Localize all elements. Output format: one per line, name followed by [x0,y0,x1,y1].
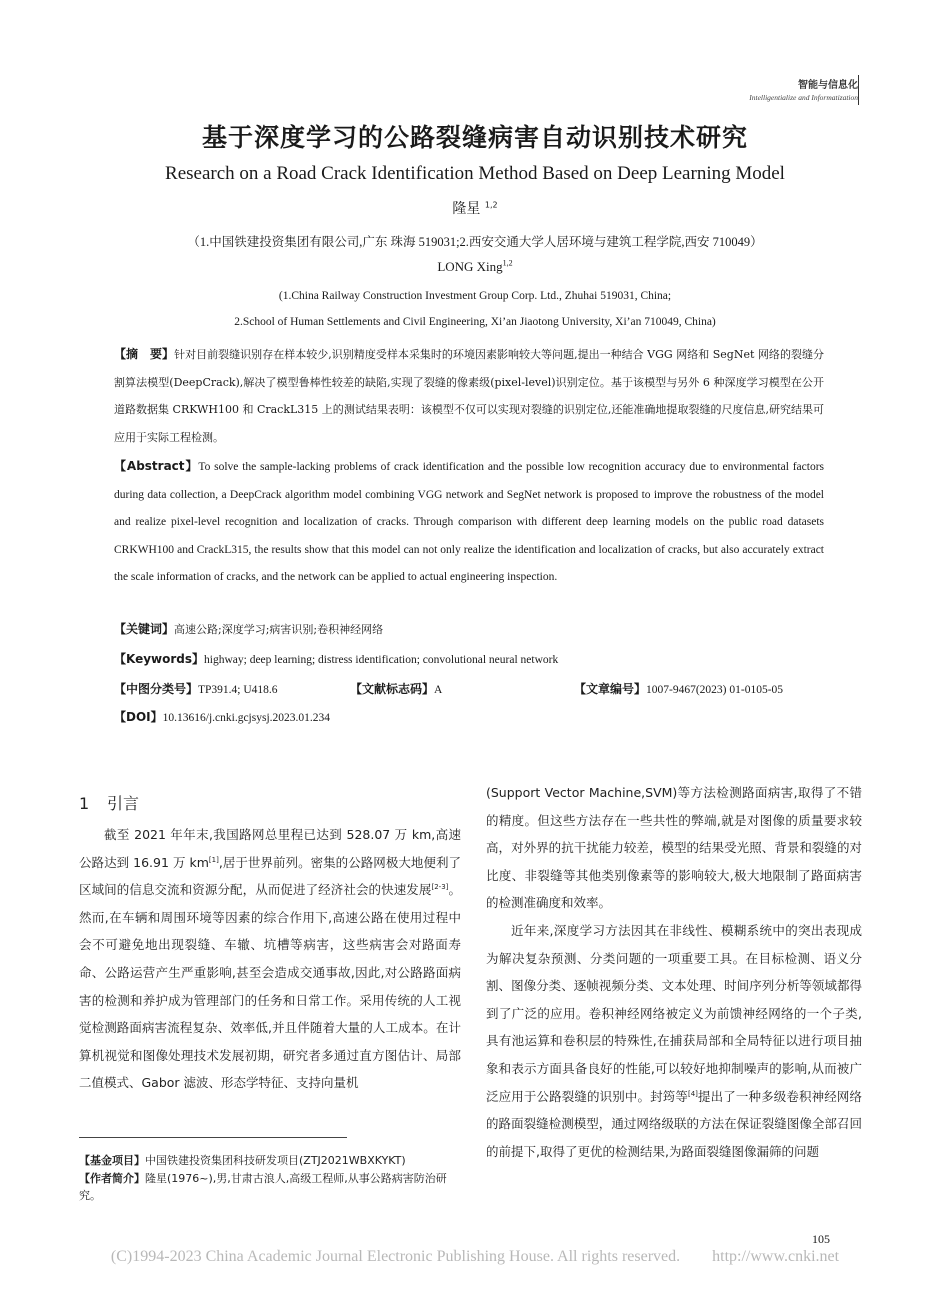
author-en-sup: 1,2 [502,258,513,268]
watermark: (C)1994-2023 China Academic Journal Electronic Publishing House. All rights reserved. http://www.cnki.net [110,1248,840,1265]
keywords-en [114,647,824,672]
footnote-rule [79,1137,347,1138]
header-cn: 智能与信息化 [798,80,858,91]
citation: [4] [687,1089,698,1098]
abstract-en-text: To solve the sample-lacking problems of crack identification and the possible low recognition accuracy due to environmental factors during data collection, a DeepCrack algorithm model combining VGG network and SegNet network is proposed to improve the robustness of the model and realize pixel-level recognition and localization of cracks. Through comparison with different deep learning models on the public road datasets CRKWH100 and CrackL315, the results show that this model can not only realize the identification and localization of cracks, but also accurately extract the scale information of cracks, and the network can be applied to actual engineering inspection. [114,461,825,583]
doi-label: 【DOI】 [114,710,163,724]
abstract-en-label: 【Abstract】 [114,459,199,473]
text-run: ,居于世界前列。密集的公路网极大地便利了区域间的信息交流和资源分配，从而促进了经济社会的快速发展 [79,854,461,898]
footnote-fund [79,1152,461,1170]
keywords-en-text: highway; deep learning; distress identification; convolutional neural network [204,654,559,666]
keywords-en-label: 【Keywords】 [114,652,205,666]
affiliation-en-1: (1.China Railway Construction Investment Group Corp. Ltd., Zhuhai 519031, China; [278,290,672,302]
paper-title-en: Research on a Road Crack Identification Method Based on Deep Learning Model [165,163,785,184]
section-title: 引言 [107,794,140,813]
fund-label: 【基金项目】 [79,1154,145,1167]
doc-value: A [434,684,443,696]
abstract-cn [114,341,824,451]
doi-line [114,705,824,730]
right-column [486,779,862,1165]
article-number [574,677,783,702]
header-en: Intelligentialize and Informatization [749,93,858,102]
abstract-en [114,453,824,592]
classification-line [114,677,824,702]
footnote-author [79,1170,461,1205]
text-run: 提出了一种多级卷积神经网络的路面裂缝检测模型，通过网络级联的方法在保证裂缝图像全部召回的前提下,取得了更优的检测结果,为路面裂缝图像漏筛的问题 [486,1088,862,1159]
author-cn-name: 隆星 [452,201,481,217]
author-cn [0,198,950,218]
author-bio-label: 【作者简介】 [79,1171,145,1185]
abstract-cn-label: 【摘 要】 [114,347,175,361]
abstract-cn-text: 针对目前裂缝识别存在样本较少,识别精度受样本采集时的环境因素影响较大等问题,提出一种结合 VGG 网络和 SegNet 网络的裂缝分割算法模型(DeepCrack),解决了模型鲁棒性较差的缺陷,实现了裂缝的像素级(pixel-level)识别定位。基于该模型与另外 6 种深度学习模型在公开道路数据集 CRKWH100 和 CrackL315 上的测试结果表明：该模型不仅可以实现对裂缝的识别定位,还能准确地提取裂缝的尺度信息,研究结果可应用于实际工程检测。 [114,348,824,444]
fund-text: 中国铁建投资集团科技研发项目(ZTJ2021WBXKYKT) [145,1154,406,1167]
art-value: 1007-9467(2023) 01-0105-05 [646,684,784,696]
keywords-cn-label: 【关键词】 [114,622,175,636]
affiliation-cn: （1.中国铁建投资集团有限公司,广东 珠海 519031;2.西安交通大学人居环境与建筑工程学院,西安 710049） [187,235,763,249]
document-code [350,677,442,702]
clc-value: TP391.4; U418.6 [198,684,278,696]
text-run: 截至 2021 年年末,我国路网总里程已达到 528.07 万 km,高速公路达到 16.91 万 km [79,827,461,870]
section-heading [79,793,461,815]
art-label: 【文章编号】 [574,682,647,696]
doi-value[interactable]: 10.13616/j.cnki.gcjsysj.2023.01.234 [162,712,331,724]
page-number: 105 [812,1232,830,1246]
footnotes [79,1152,461,1205]
body-paragraph: (Support Vector Machine,SVM)等方法检测路面病害,取得了不错的精度。但这些方法存在一些共性的弊端,就是对图像的质量要求较高，对外界的抗干扰能力较差，模型的结果受光照、背景和裂缝的对比度、非裂缝等其他类别像素等的影响较大,极大地限制了路面病害的检测准确度和效率。 [486,785,862,911]
clc-number [114,684,278,696]
keywords-cn-text: 高速公路;深度学习;病害识别;卷积神经网络 [174,623,384,636]
affiliation-en-2: 2.School of Human Settlements and Civil Engineering, Xi’an Jiaotong University, Xi’an 710049, China) [234,316,716,328]
citation: [1] [208,855,219,864]
body-paragraph [486,917,862,1165]
left-column [79,793,461,1097]
running-header [749,76,858,102]
citation: [2-3] [431,883,449,892]
clc-label: 【中图分类号】 [114,682,199,696]
author-en-name: LONG Xing [437,259,503,274]
author-en [0,259,950,275]
doc-label: 【文献标志码】 [350,682,435,696]
text-run: 近年来,深度学习方法因其在非线性、模糊系统中的突出表现成为解决复杂预测、分类问题的一项重要工具。在目标检测、语义分割、图像分类、逐帧视频分类、文本处理、时间序列分析等领域都得到了广泛的应用。卷积神经网络被定义为前馈神经网络的一个子类,具有池运算和卷积层的特殊性,在捕获局部和全局特征以进行项目抽象和表示方面具备良好的性能,可以较好地抑制噪声的影响,从而被广泛应用于公路裂缝的识别中。封筠等 [486,922,862,1104]
body-paragraph [79,821,461,1097]
paper-title-cn: 基于深度学习的公路裂缝病害自动识别技术研究 [201,123,748,152]
author-cn-sup: 1,2 [484,200,498,210]
header-rule [858,75,859,105]
keywords-cn [114,617,824,642]
author-bio-text: 隆星(1976~),男,甘肃古浪人,高级工程师,从事公路病害防治研究。 [79,1171,447,1202]
text-run: 。然而,在车辆和周围环境等因素的综合作用下,高速公路在使用过程中会不可避免地出现裂缝、车辙、坑槽等病害，这些病害会对路面寿命、公路运营产生严重影响,甚至会造成交通事故,因此,对公路路面病害的检测和养护成为管理部门的任务和日常工作。采用传统的人工视觉检测路面病害流程复杂、效率低,并且伴随着大量的人工成本。在计算机视觉和图像处理技术发展初期，研究者多通过直方图估计、局部二值模式、Gabor 滤波、形态学特征、支持向量机 [79,882,461,1091]
section-number: 1 [79,794,90,813]
